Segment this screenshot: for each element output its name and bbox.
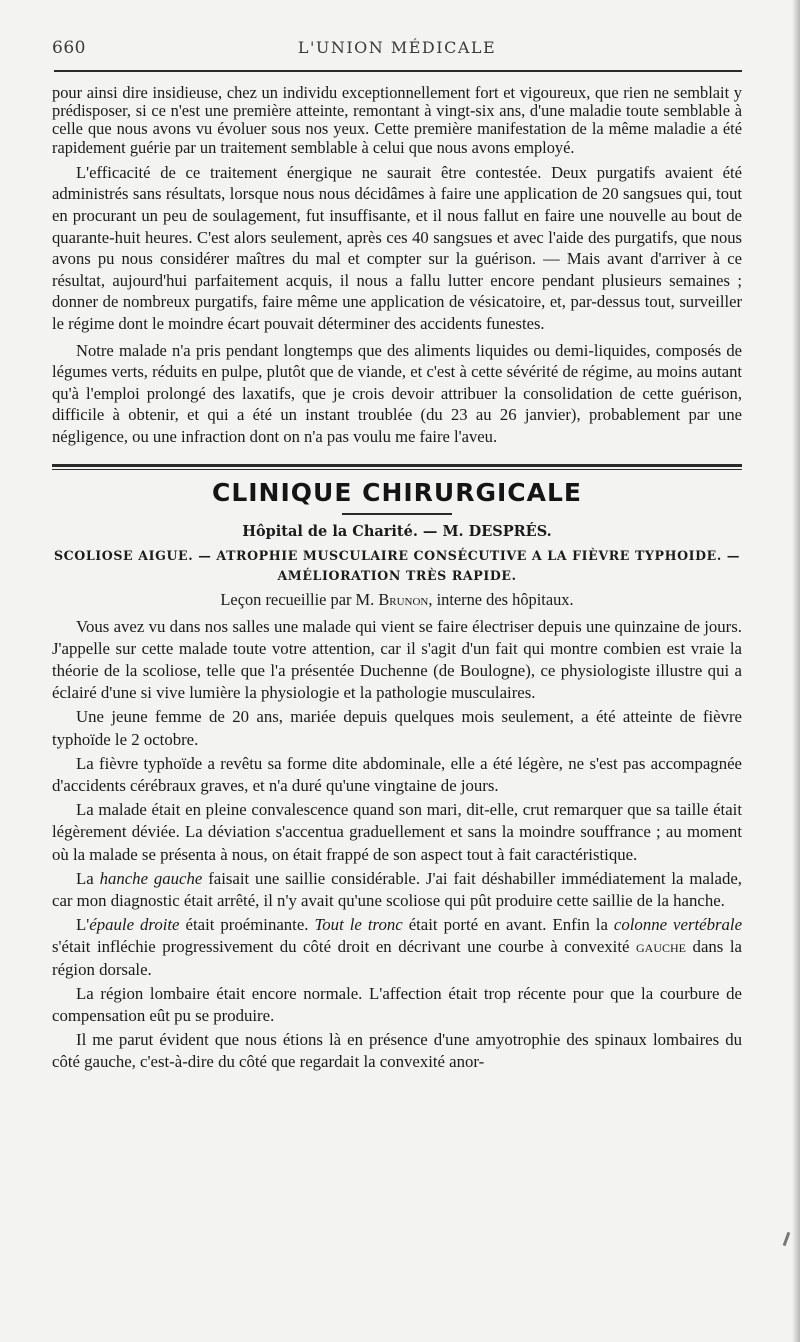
title-underline <box>342 513 452 515</box>
lecture-paragraph-2: Une jeune femme de 20 ans, mariée depuis quelques mois seulement, a été atteinte de fièvre typhoïde le 2 octobre. <box>52 707 742 749</box>
lecture-paragraph-7: La région lombaire était encore normale. L'affection était trop récente pour que la courbure de compensation eût pu se produire. <box>52 983 742 1025</box>
italic-term: épaule droite <box>89 915 180 935</box>
separator-thick-rule <box>52 464 742 467</box>
small-caps-term: gauche <box>636 937 686 957</box>
text-run: était porté en avant. Enfin la <box>402 915 614 935</box>
text-run: était proéminante. <box>179 915 315 935</box>
page-edge-shadow <box>792 0 800 1342</box>
separator-thin-rule <box>52 469 742 470</box>
lecture-paragraph-4: La malade était en pleine convalescence quand son mari, dit-elle, crut remarquer que sa taille était légèrement déviée. La déviation s'accentua graduellement et sans la moindre souffrance ; au moment où la malade se présenta à nous, on était frappé de son aspect tout à fait caractéristique. <box>52 800 742 864</box>
text-run: L' <box>76 915 90 935</box>
header-rule <box>54 70 742 72</box>
journal-title: L'UNION MÉDICALE <box>297 38 497 57</box>
running-head <box>52 38 742 68</box>
hospital-heading: Hôpital de la Charité. — M. DESPRÉS. <box>242 522 552 540</box>
italic-term: Tout le tronc <box>314 915 403 935</box>
text-run: La <box>76 868 100 888</box>
italic-term: colonne vertébrale <box>613 915 743 935</box>
lecture-credit-prefix: Leçon recueillie par M. <box>220 589 379 609</box>
lecture-credit-suffix: , interne des hôpitaux. <box>428 589 574 609</box>
lecture-credit <box>52 590 742 610</box>
lecture-paragraph-3: La fièvre typhoïde a revêtu sa forme dite abdominale, elle a été légère, ne s'est pas accompagnée d'accidents cérébraux graves, et n'a duré qu'une vingtaine de jours. <box>52 753 742 795</box>
text-run: dans la région dorsale. <box>52 937 742 979</box>
page-number: 660 <box>52 38 86 58</box>
lecture-author-name: Brunon <box>378 589 429 609</box>
section-title: CLINIQUE CHIRURGICALE <box>211 477 583 507</box>
section-separator <box>52 464 742 470</box>
lecture-paragraph-6 <box>52 914 742 981</box>
margin-mark <box>783 1232 791 1246</box>
paragraph-diet-regimen: Notre malade n'a pris pendant longtemps que des aliments liquides ou demi-liquides, composés de légumes verts, réduits en pulpe, plutôt que de viande, et c'est à cette sévérité de régime, au moins autant qu'à l'emploi prolongé des laxatifs, que je crois devoir attribuer la consolidation de cette guérison, difficile à obtenir, et qui a été un instant troublée (du 23 au 26 janvier), probablement par une négligence, ou une infraction dont on n'a pas voulu me faire l'aveu. <box>52 340 742 446</box>
text-run: faisait une saillie considérable. J'ai fait déshabiller immédiatement la malade, car mon diagnostic était arrêté, il n'y avait qu'une scoliose qui pût produire cette saillie de la hanche. <box>52 868 742 910</box>
topic-heading-line-1: SCOLIOSE AIGUE. — ATROPHIE MUSCULAIRE CONSÉCUTIVE A LA FIÈVRE TYPHOIDE. — <box>53 547 741 563</box>
paragraph-treatment-efficacy: L'efficacité de ce traitement énergique ne saurait être contestée. Deux purgatifs avaient été administrés sans résultats, lorsque nous nous décidâmes à faire une application de 20 sangsues qui, tout en procurant un peu de soulagement, fut insuffisante, et il nous fallut en faire une nouvelle au bout de quarante-huit heures. C'est alors seulement, après ces 40 sangsues et avec l'aide des purgatifs, que nous avons pu nous considérer maîtres du mal et compter sur la guérison. — Mais avant d'arriver à ce résultat, aujourd'hui parfaitement acquis, il nous a fallu lutter encore pendant plusieurs semaines ; donner de nombreux purgatifs, faire même une application de vésicatoire, et, par-dessus tout, surveiller le régime dont le moindre écart pouvait déterminer des accidents funestes. <box>52 162 742 333</box>
lecture-paragraph-5 <box>52 868 742 912</box>
topic-heading-line-2: AMÉLIORATION TRÈS RAPIDE. <box>277 567 517 583</box>
text-run: s'était infléchie progressivement du côté droit en décrivant une courbe à convexité <box>52 937 636 957</box>
italic-term: hanche gauche <box>99 868 203 888</box>
lecture-paragraph-1: Vous avez vu dans nos salles une malade qui vient se faire électriser depuis une quinzaine de jours. J'appelle sur cette malade toute votre attention, car il s'agit d'un fait qui montre combien est vraie la théorie de la scoliose, telle que l'a présentée Duchenne (de Boulogne), ce physiologiste illustre qui a éclairé d'une si vive lumière la physiologie et la pathologie musculaires. <box>52 616 742 703</box>
paragraph-continuation: pour ainsi dire insidieuse, chez un individu exceptionnellement fort et vigoureux, que rien ne semblait y prédisposer, si ce n'est une première atteinte, remontant à vingt-six ans, d'une maladie toute semblable à celle que nous avons vu évoluer sous nos yeux. Cette première manifestation de la même maladie a été rapidement guérie par un traitement semblable à celui que nous avons employé. <box>52 83 742 157</box>
document-page <box>52 38 742 1074</box>
lecture-paragraph-8: Il me parut évident que nous étions là en présence d'une amyotrophie des spinaux lombaires du côté gauche, c'est-à-dire du côté que regardait la convexité anor- <box>52 1030 742 1072</box>
